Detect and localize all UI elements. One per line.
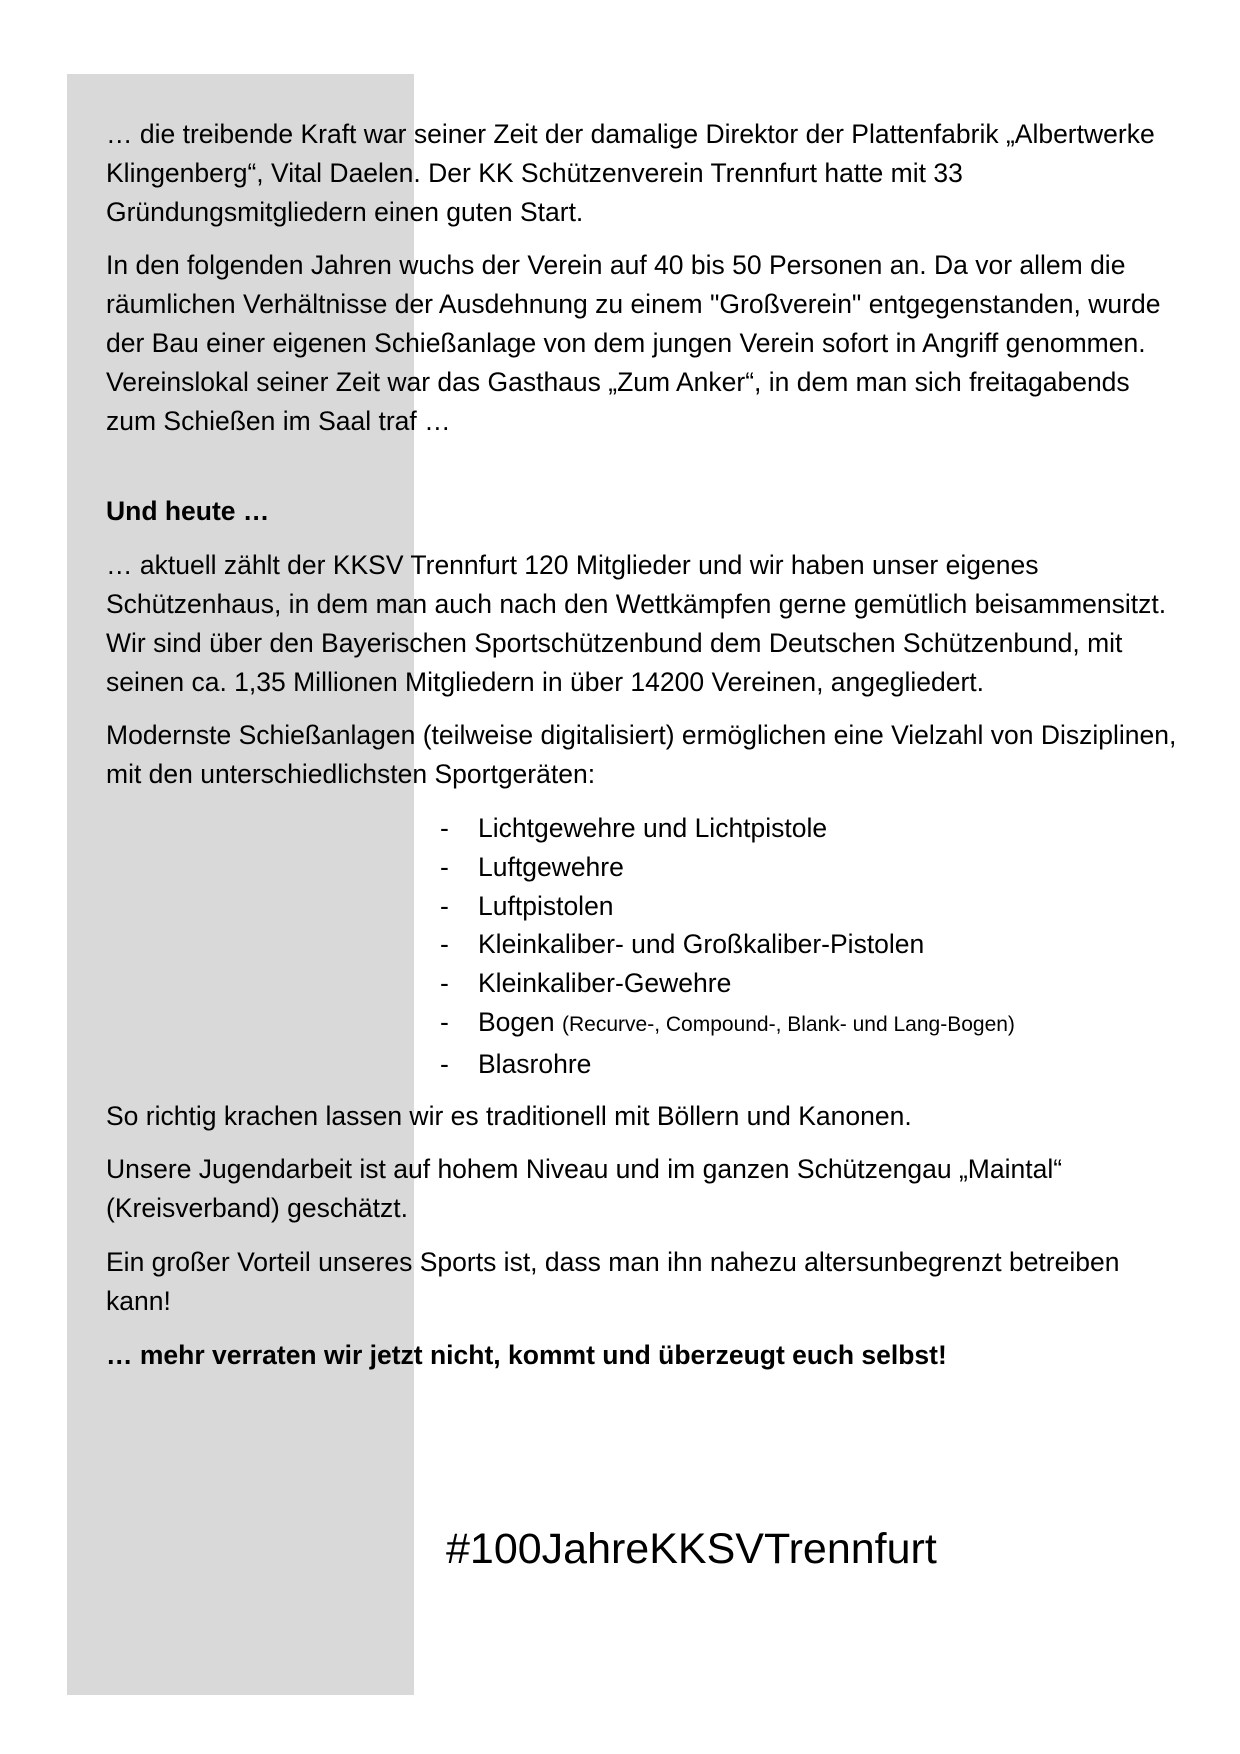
list-item-label: Luftgewehre	[478, 851, 624, 882]
list-item-label: Luftpistolen	[478, 890, 614, 921]
hashtag: #100JahreKKSVTrennfurt	[446, 1525, 937, 1573]
list-dash: -	[440, 1006, 449, 1037]
list-item-label: Lichtgewehre und Lichtpistole	[478, 812, 828, 843]
today-paragraph-members-text: … aktuell zählt der KKSV Trennfurt 120 Mitglieder und wir haben unser eigenes Schützenhaus, in dem man auch nach den Wettkämpfen gerne gemütlich beisammensitzt.	[106, 550, 1167, 619]
list-item	[440, 964, 1186, 1003]
list-item	[440, 809, 1186, 848]
list-item	[440, 887, 1186, 926]
list-dash: -	[440, 812, 449, 843]
list-item-label: Kleinkaliber- und Großkaliber-Pistolen	[478, 929, 925, 960]
intro-paragraph-1: … die treibende Kraft war seiner Zeit der damalige Direktor der Plattenfabrik „Albertwerke Klingenberg“, Vital Daelen. Der KK Schützenverein Trennfurt hatte mit 33 Gründungsmitgliedern einen guten Start.	[106, 119, 1155, 227]
list-item	[440, 1003, 1186, 1045]
list-item-label: Bogen	[478, 1006, 555, 1037]
intro-paragraph-2: In den folgenden Jahren wuchs der Verein auf 40 bis 50 Personen an. Da vor allem die räumlichen Verhältnisse der Ausdehnung zu einem "Großverein" entgegenstanden, wurde der Bau einer eigenen Schießanlage von dem jungen Verein sofort in Angriff genommen. Vereinslokal seiner Zeit war das Gasthaus „Zum Anker“, in dem man sich freitagabends zum Schießen im Saal traf …	[106, 250, 1161, 436]
today-paragraph-members	[106, 546, 1186, 701]
equipment-list	[106, 809, 1186, 1084]
list-dash: -	[440, 929, 449, 960]
list-dash: -	[440, 851, 449, 882]
section-heading-today: Und heute …	[106, 496, 270, 527]
list-dash: -	[440, 890, 449, 921]
today-paragraph-federation: Wir sind über den Bayerischen Sportschützenbund dem Deutschen Schützenbund, mit seinen ca. 1,35 Millionen Mitgliedern in über 14200 Vereinen, angegliedert.	[106, 627, 1123, 697]
list-item-note: (Recurve-, Compound-, Blank- und Lang-Bogen)	[562, 1012, 1015, 1036]
today-paragraph-facilities: Modernste Schießanlagen (teilweise digitalisiert) ermöglichen eine Vielzahl von Disziplinen, mit den unterschiedlichsten Sportgeräten:	[106, 720, 1177, 790]
today-paragraph-tradition: So richtig krachen lassen wir es traditionell mit Böllern und Kanonen.	[106, 1100, 912, 1131]
list-item	[440, 925, 1186, 964]
list-dash: -	[440, 1048, 449, 1079]
today-paragraph-advantage: Ein großer Vorteil unseres Sports ist, dass man ihn nahezu altersunbegrenzt betreiben kann!	[106, 1246, 1120, 1316]
list-dash: -	[440, 968, 449, 999]
list-item-label: Blasrohre	[478, 1048, 592, 1079]
list-item	[440, 1045, 1186, 1084]
closing-line: … mehr verraten wir jetzt nicht, kommt und überzeugt euch selbst!	[106, 1339, 947, 1370]
document-body	[106, 115, 1186, 1389]
today-paragraph-youth: Unsere Jugendarbeit ist auf hohem Niveau und im ganzen Schützengau „Maintal“ (Kreisverband) geschätzt.	[106, 1154, 1063, 1224]
list-item-label: Kleinkaliber-Gewehre	[478, 968, 732, 999]
list-item	[440, 848, 1186, 887]
